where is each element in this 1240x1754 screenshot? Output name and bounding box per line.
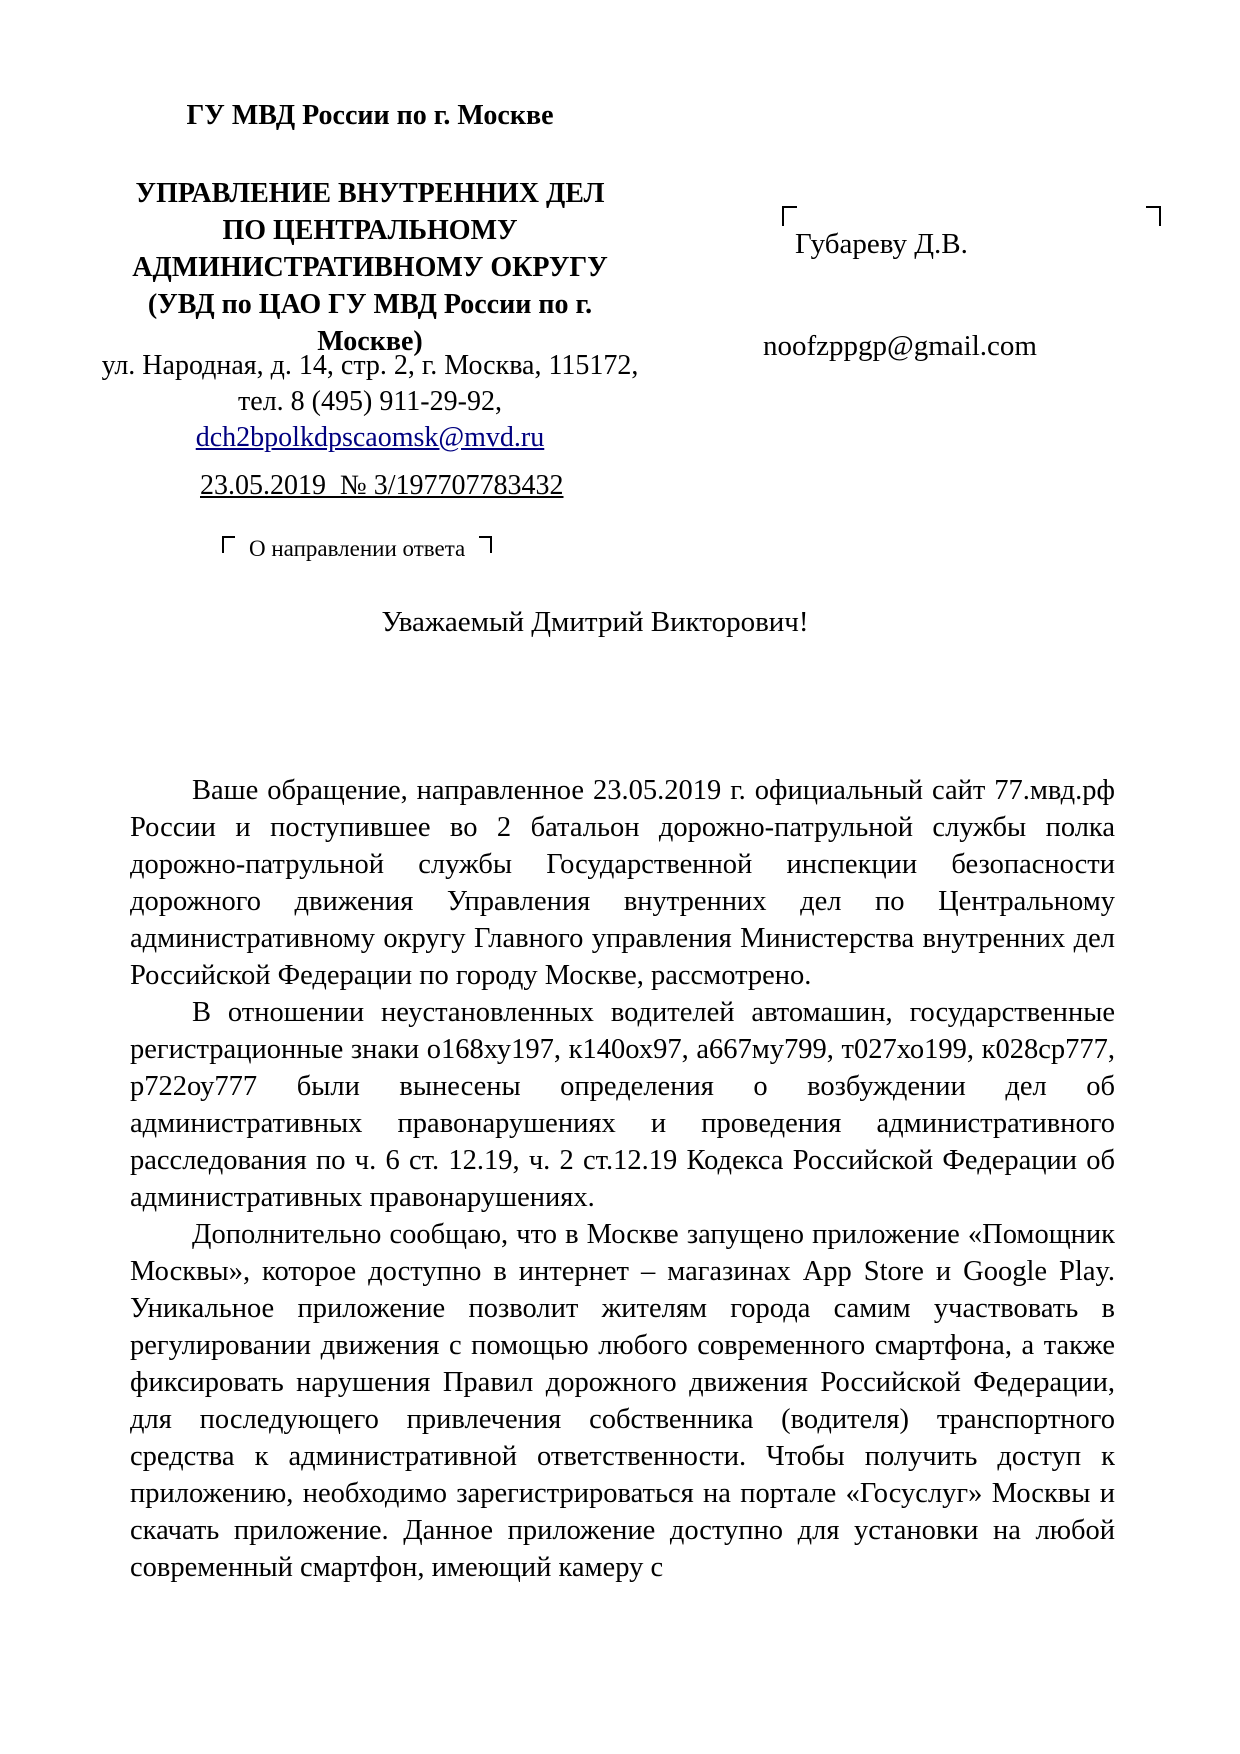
body-paragraph-3: Дополнительно сообщаю, что в Москве запущено приложение «Помощник Москвы», которое доступно в интернет – магазинах App Store и Google Play. Уникальное приложение позволит жителям города самим участвовать в регулировании движения с помощью любого современного смартфона, а также фиксировать нарушения Правил дорожного движения Российской Федерации, для последующего привлечения собственника (водителя) транспортного средства к административной ответственности. Чтобы получить доступ к приложению, необходимо зарегистрироваться на портале «Госуслуг» Москвы и скачать приложение. Данное приложение доступно для установки на любой современный смартфон, имеющий камеру с <box>130 1219 1115 1583</box>
subject-line <box>222 536 492 562</box>
recipient-corner-bracket-right-icon <box>1146 206 1161 226</box>
corner-bracket-left-icon <box>222 536 235 553</box>
body-paragraph-1: Ваше обращение, направленное 23.05.2019 г. официальный сайт 77.мвд.рф России и поступившее во 2 батальон дорожно-патрульной службы полка дорожно-патрульной службы Государственной инспекции безопасности дорожного движения Управления внутренних дел по Центральному административному округу Главного управления Министерства внутренних дел Российской Федерации по городу Москве, рассмотрено. <box>130 775 1115 991</box>
recipient-name: Губареву Д.В. <box>795 228 968 260</box>
address-block <box>100 348 640 456</box>
recipient-email: noofzppgp@gmail.com <box>763 330 1037 362</box>
date-number-line: 23.05.2019 № 3/197707783432 <box>200 470 564 501</box>
letter-body <box>130 772 1115 1586</box>
org-name-line1: УПРАВЛЕНИЕ ВНУТРЕННИХ ДЕЛ <box>135 178 605 209</box>
corner-bracket-right-icon <box>479 536 492 553</box>
org-name-line2: ПО ЦЕНТРАЛЬНОМУ <box>222 215 518 246</box>
org-name-line4: (УВД по ЦАО ГУ МВД России по г. Москве) <box>147 289 593 357</box>
org-name-block <box>100 175 640 360</box>
org-name-line3: АДМИНИСТРАТИВНОМУ ОКРУГУ <box>132 252 608 283</box>
body-paragraph-2: В отношении неустановленных водителей автомашин, государственные регистрационные знаки о168ху197, к140ох97, а667му799, т027хо199, к028ср777, р722оу777 были вынесены определения о возбуждении дел об административных правонарушениях и проведения административного расследования по ч. 6 ст. 12.19, ч. 2 ст.12.19 Кодекса Российской Федерации об административных правонарушениях. <box>130 997 1115 1213</box>
address-phone: тел. 8 (495) 911-29-92, <box>238 386 502 417</box>
recipient-corner-bracket-left-icon <box>782 206 797 226</box>
department-email-link[interactable]: dch2bpolkdpscaomsk@mvd.ru <box>195 422 545 453</box>
subject-text: О направлении ответа <box>249 536 466 561</box>
address-street: ул. Народная, д. 14, стр. 2, г. Москва, 115172, <box>101 350 639 381</box>
org-name-top: ГУ МВД России по г. Москве <box>186 100 554 131</box>
salutation: Уважаемый Дмитрий Викторович! <box>381 606 809 638</box>
